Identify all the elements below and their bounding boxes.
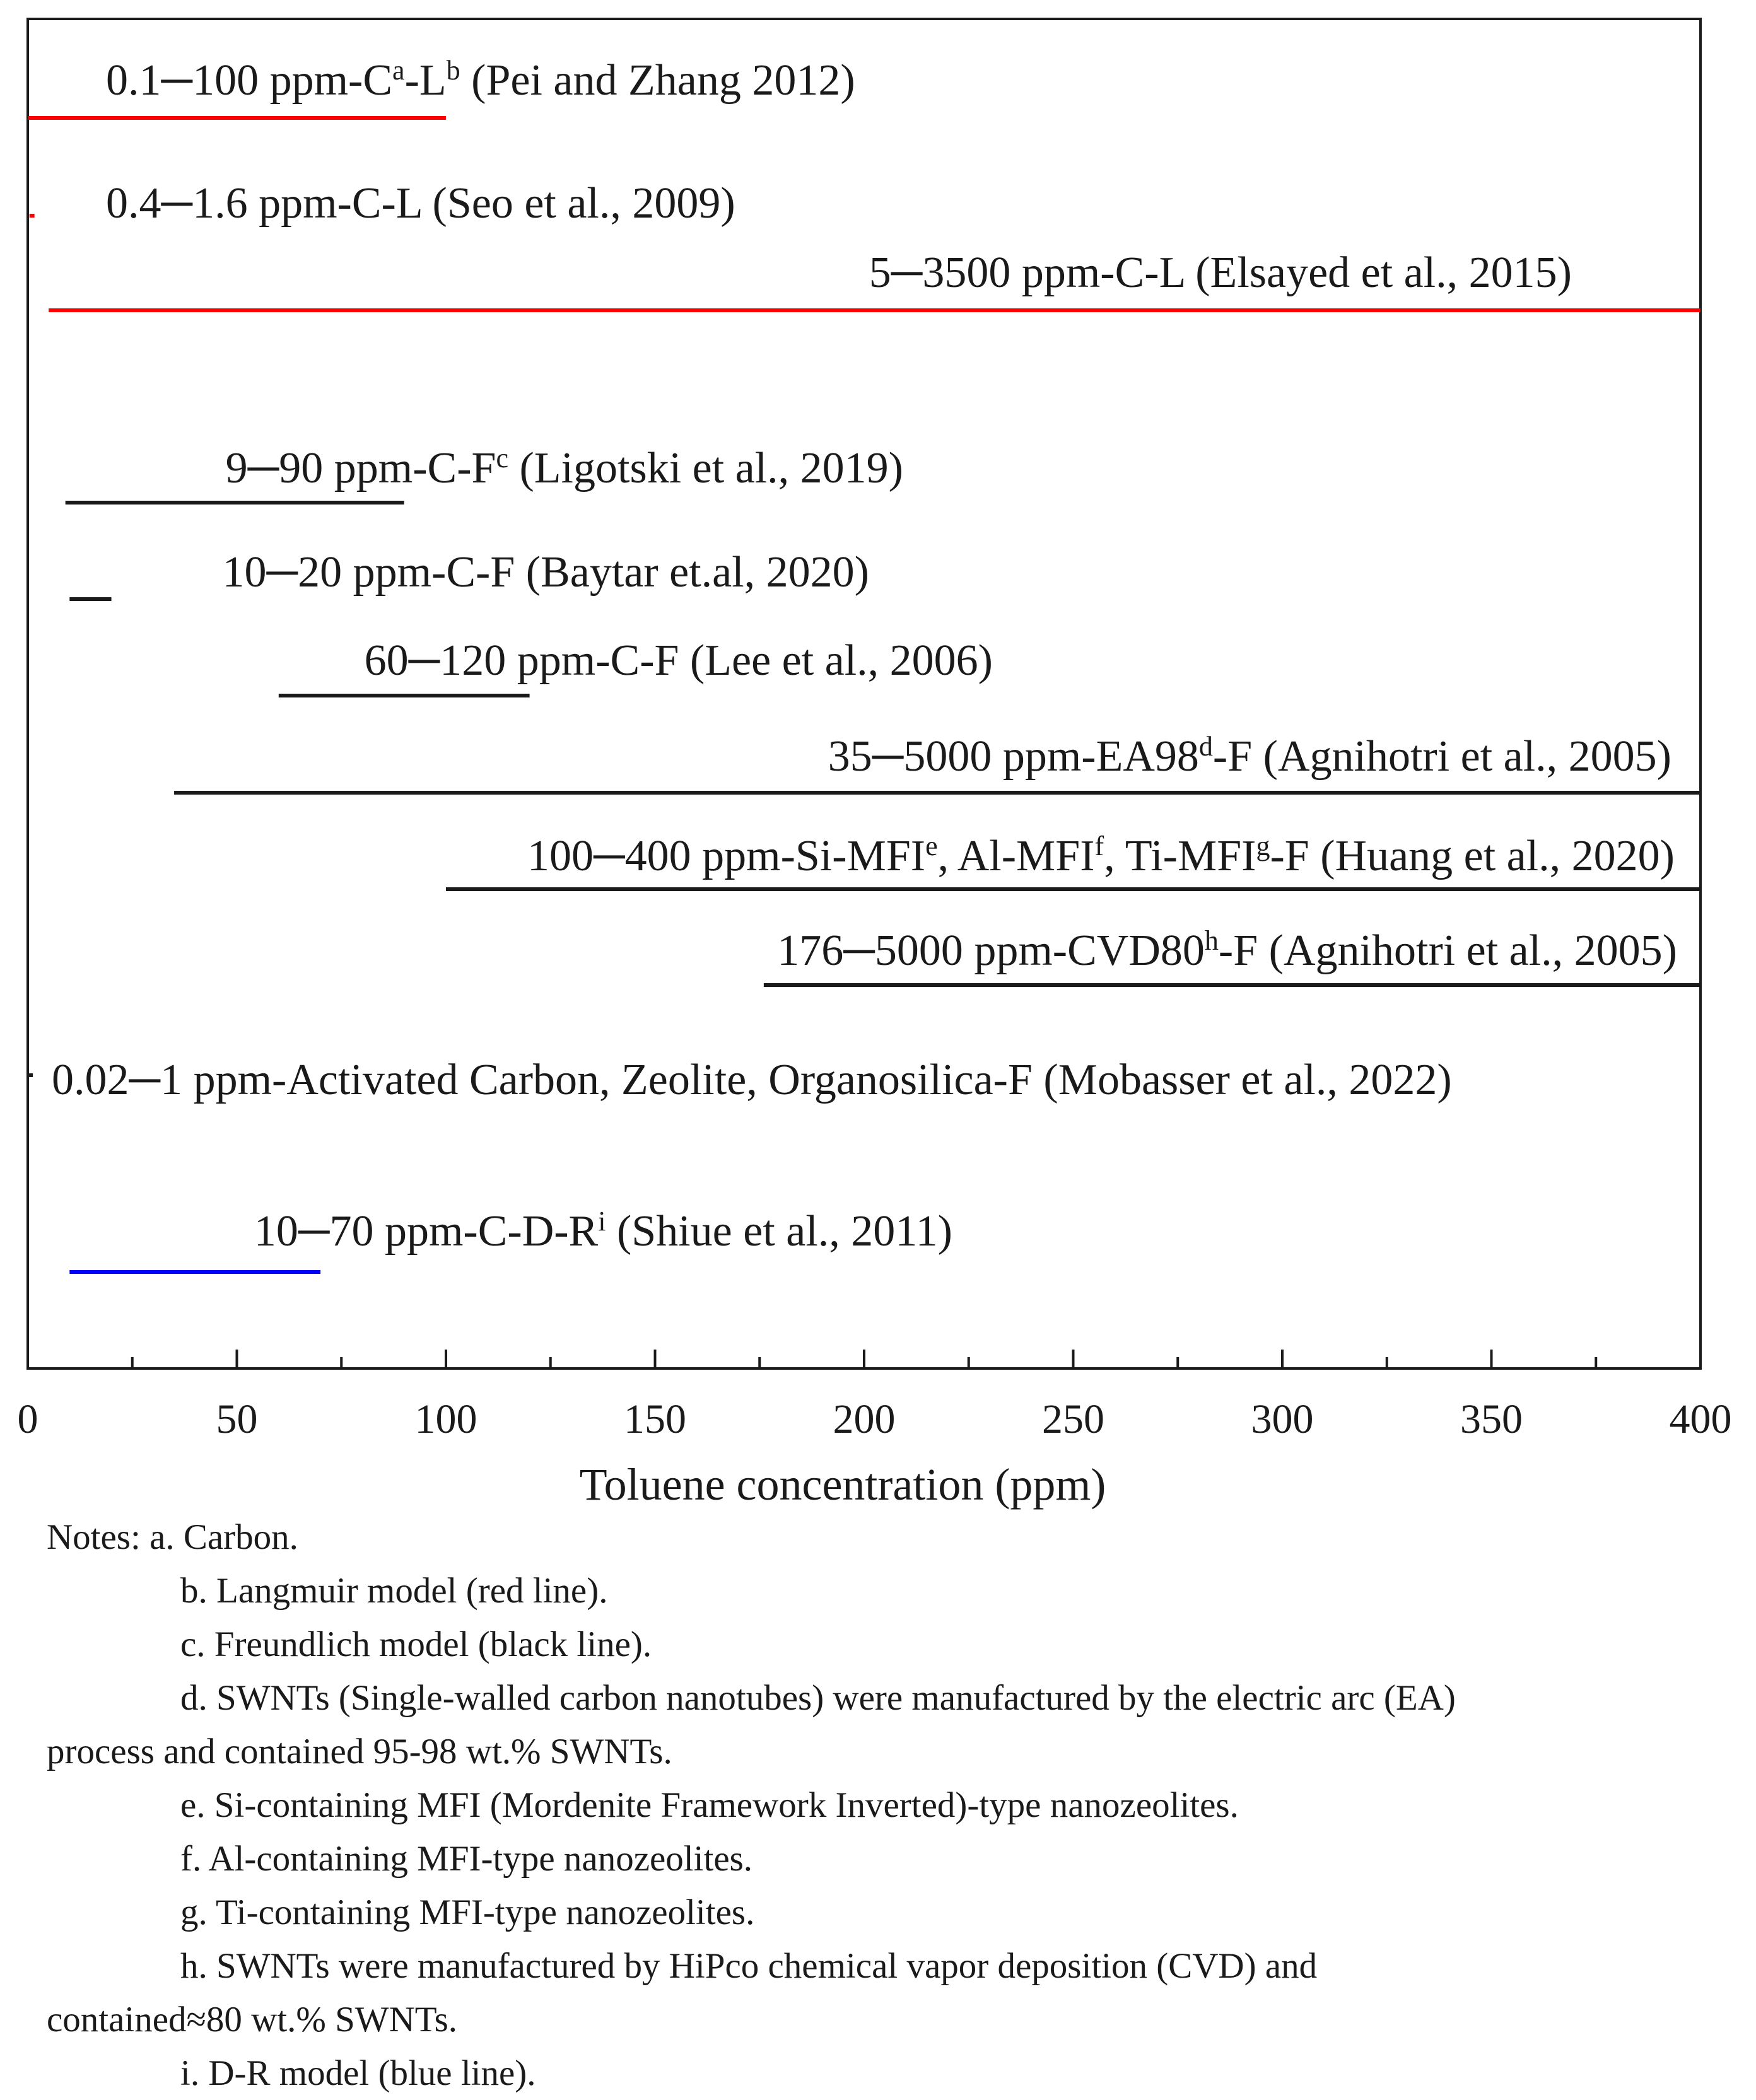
range-label: 10─20 ppm-C-F (Baytar et.al, 2020)	[222, 548, 869, 597]
range-label: 60─120 ppm-C-F (Lee et al., 2006)	[364, 636, 993, 685]
note-f: f. Al-containing MFI-type nanozeolites.	[180, 1839, 753, 1879]
x-tick-label: 400	[1669, 1396, 1732, 1442]
note-h-continued: contained≈80 wt.% SWNTs.	[47, 2000, 458, 2039]
range-label: 176─5000 ppm-CVD80$^h$-F (Agnihotri et al., 2005)	[777, 925, 1677, 975]
note-d: d. SWNTs (Single-walled carbon nanotubes) were manufactured by the electric arc (EA)	[180, 1678, 1456, 1718]
x-tick-label: 250	[1042, 1396, 1104, 1442]
x-axis-tick-labels	[18, 1396, 1732, 1442]
x-tick-label: 100	[414, 1396, 477, 1442]
range-label: 10─70 ppm-$C-D-R^i$ (Shiue et al., 2011)	[254, 1205, 952, 1256]
note-b: b. Langmuir model (red line).	[180, 1571, 608, 1611]
x-tick-label: 200	[833, 1396, 896, 1442]
note-d-continued: process and contained 95-98 wt.% SWNTs.	[47, 1732, 672, 1771]
x-tick-label: 50	[216, 1396, 258, 1442]
x-tick-label: 0	[17, 1396, 38, 1442]
range-label: 0.02─1 ppm-Activated Carbon, Zeolite, Organosilica-F (Mobasser et al., 2022)	[52, 1056, 1452, 1104]
range-label: 0.4─1.6 ppm-C-L (Seo et al., 2009)	[106, 179, 735, 228]
range-label: 5─3500 ppm-C-L (Elsayed et al., 2015)	[869, 248, 1572, 297]
note-c: c. Freundlich model (black line).	[180, 1625, 652, 1664]
note-a: Notes: a. Carbon.	[47, 1517, 298, 1557]
note-h: h. SWNTs were manufactured by HiPco chemical vapor deposition (CVD) and	[180, 1946, 1318, 1986]
x-tick-label: 150	[624, 1396, 686, 1442]
range-labels	[52, 55, 1677, 1256]
x-tick-label: 300	[1251, 1396, 1314, 1442]
note-e: e. Si-containing MFI (Mordenite Framework Inverted)-type nanozeolites.	[180, 1785, 1239, 1825]
notes	[47, 1510, 1750, 2100]
range-label: 100─400 ppm-Si-MFI$^e$, Al-MFI$^f$, Ti-MFI$^g$-F (Huang et al., 2020)	[527, 830, 1675, 880]
x-axis-ticks	[28, 1350, 1700, 1368]
range-label: 9─90 ppm-$C-F^c$ (Ligotski et al., 2019)	[225, 442, 903, 493]
range-label: 35─5000 ppm-EA98$^d$-F (Agnihotri et al., 2005)	[828, 730, 1671, 781]
note-i: i. D-R model (blue line).	[180, 2053, 536, 2093]
x-axis-title: Toluene concentration (ppm)	[579, 1459, 1106, 1510]
x-tick-label: 350	[1460, 1396, 1523, 1442]
range-label: 0.1─100 ppm-$C^a-L^b$ (Pei and Zhang 2012)	[106, 54, 855, 105]
note-g: g. Ti-containing MFI-type nanozeolites.	[180, 1893, 755, 1932]
